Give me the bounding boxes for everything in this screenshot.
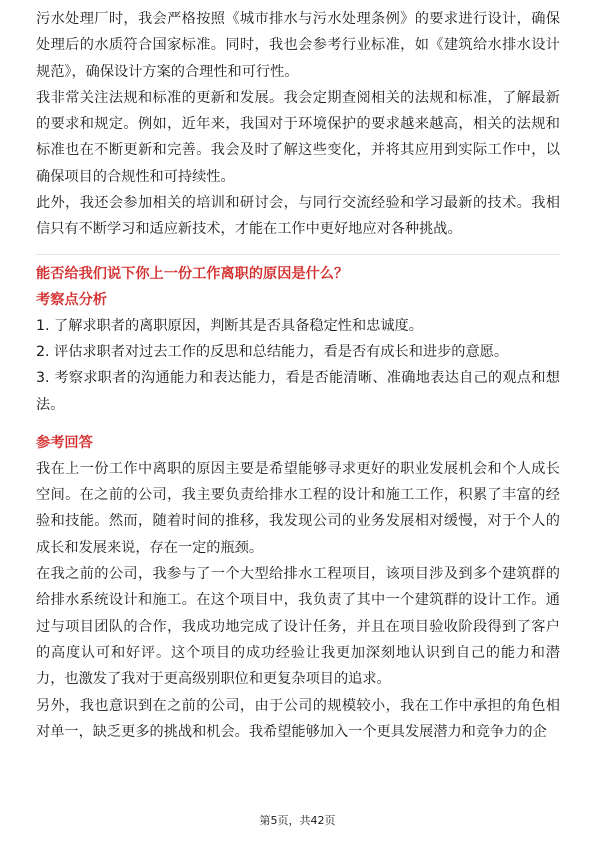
answer-paragraph: 另外，我也意识到在之前的公司，由于公司的规模较小，我在工作中承担的角色相对单一，缺乏更多的挑战和机会。我希望能够加入一个更具发展潜力和竞争力的企 xyxy=(36,697,560,740)
previous-answer-continuation xyxy=(36,6,560,243)
page-content xyxy=(36,6,560,745)
analysis-heading: 考察点分析 xyxy=(36,291,107,308)
body-paragraph: 我非常关注法规和标准的更新和发展。我会定期查阅相关的法规和标准，了解最新的要求和规定。例如，近年来，我国对于环境保护的要求越来越高，相关的法规和标准也在不断更新和完善。我会及时了解这些变化，并将其应用到实际工作中，以确保项目的合规性和可持续性。 xyxy=(36,89,560,185)
answer-heading: 参考回答 xyxy=(36,434,93,451)
interview-question: 能否给我们说下你上一份工作离职的原因是什么？ xyxy=(36,265,349,282)
body-paragraph: 污水处理厂时，我会严格按照《城市排水与污水处理条例》的要求进行设计，确保处理后的水质符合国家标准。同时，我也会参考行业标准，如《建筑给水排水设计规范》，确保设计方案的合理性和可行性。 xyxy=(36,11,560,80)
analysis-section xyxy=(36,287,560,418)
page-number: 第5页，共42页 xyxy=(259,814,336,827)
answer-paragraph: 我在上一份工作中离职的原因主要是希望能够寻求更好的职业发展机会和个人成长空间。在之前的公司，我主要负责给排水工程的设计和施工工作，积累了丰富的经验和技能。然而，随着时间的推移，我发现公司的业务发展相对缓慢，对于个人的成长和发展来说，存在一定的瓶颈。 xyxy=(36,460,560,556)
answer-section xyxy=(36,430,560,745)
analysis-point: 3. 考察求职者的沟通能力和表达能力，看是否能清晰、准确地表达自己的观点和想法。 xyxy=(36,370,560,413)
answer-paragraph: 在我之前的公司，我参与了一个大型给排水工程项目，该项目涉及到多个建筑群的给排水系统设计和施工。在这个项目中，我负责了其中一个建筑群的设计工作。通过与项目团队的合作，我成功地完成了设计任务，并且在项目验收阶段得到了客户的高度认可和好评。这个项目的成功经验让我更加深刻地认识到自己的能力和潜力，也激发了我对于更高级别职位和更复杂项目的追求。 xyxy=(36,566,560,688)
section-divider xyxy=(36,254,560,255)
body-paragraph: 此外，我还会参加相关的培训和研讨会，与同行交流经验和学习最新的技术。我相信只有不断学习和适应新技术，才能在工作中更好地应对各种挑战。 xyxy=(36,195,560,238)
analysis-point: 2. 评估求职者对过去工作的反思和总结能力，看是否有成长和进步的意愿。 xyxy=(36,343,509,360)
analysis-point: 1. 了解求职者的离职原因，判断其是否具备稳定性和忠诚度。 xyxy=(36,317,423,334)
